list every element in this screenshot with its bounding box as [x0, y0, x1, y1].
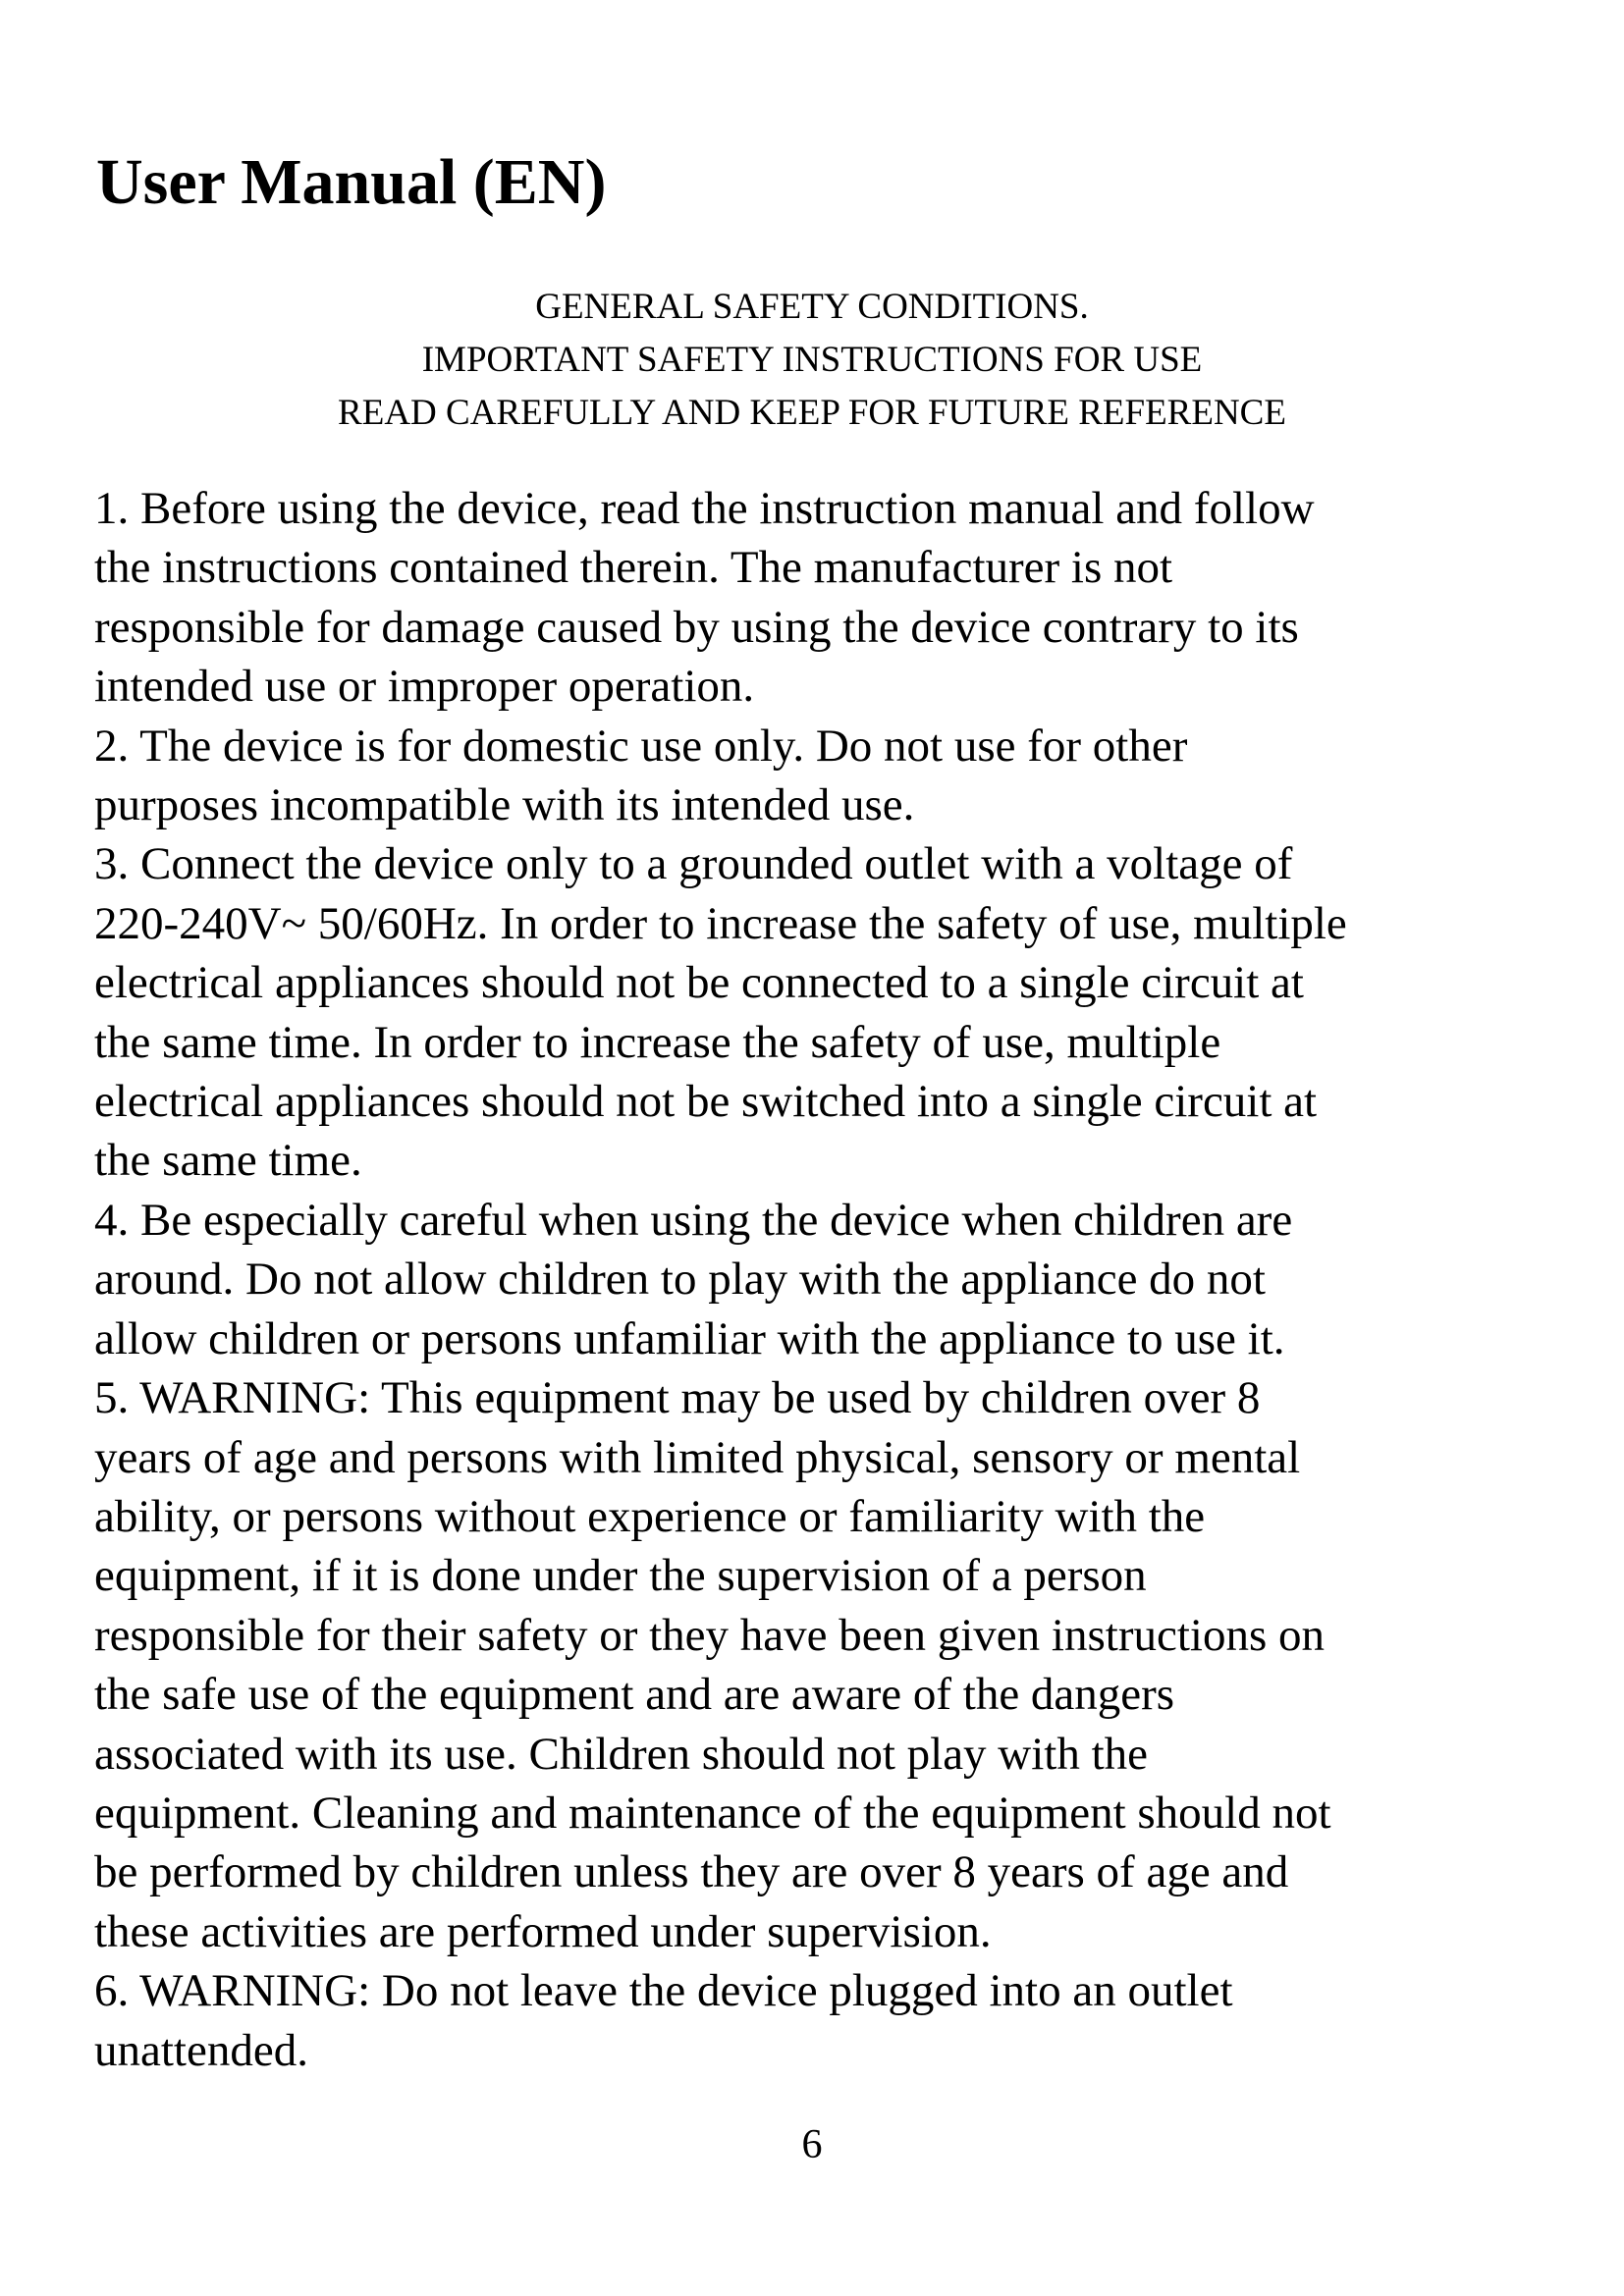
instruction-item-5: 5. WARNING: This equipment may be used by children over 8 years of age and persons with limited physical, sensory or mental ability, or persons without experience or familiarity with the equipment, if it is done under the supervision of a person responsible for their safety or they have been given instructions on the safe use of the equipment and are aware of the dangers associated with its use. Children should not play with the equipment. Cleaning and maintenance of the equipment should not be performed by children unless they are over 8 years of age and these activities are performed under supervision.	[94, 1372, 1331, 1957]
instruction-item-2: 2. The device is for domestic use only. Do not use for other purposes incompatible with its intended use.	[94, 720, 1188, 831]
instruction-item-4: 4. Be especially careful when using the device when children are around. Do not allow children to play with the appliance do not allow children or persons unfamiliar with the appliance to use it.	[94, 1194, 1293, 1364]
instruction-item-3: 3. Connect the device only to a grounded outlet with a voltage of 220-240V~ 50/60Hz. In order to increase the safety of use, multiple electrical appliances should not be connected to a single circuit at the same time. In order to increase the safety of use, multiple electrical appliances should not be switched into a single circuit at the same time.	[94, 838, 1347, 1187]
instruction-item-1: 1. Before using the device, read the instruction manual and follow the instructions contained therein. The manufacturer is not responsible for damage caused by using the device contrary to its intended use or improper operation.	[94, 483, 1315, 713]
safety-instructions-list	[94, 479, 1547, 2080]
page-title: User Manual (EN)	[96, 146, 607, 218]
heading-read-carefully: READ CAREFULLY AND KEEP FOR FUTURE REFERENCE	[338, 393, 1286, 433]
heading-general-safety: GENERAL SAFETY CONDITIONS.	[535, 287, 1089, 327]
page-number: 6	[801, 2122, 823, 2167]
instruction-item-6: 6. WARNING: Do not leave the device plugged into an outlet unattended.	[94, 1965, 1233, 2076]
safety-headings	[0, 281, 1624, 440]
heading-important-instructions: IMPORTANT SAFETY INSTRUCTIONS FOR USE	[421, 340, 1203, 380]
